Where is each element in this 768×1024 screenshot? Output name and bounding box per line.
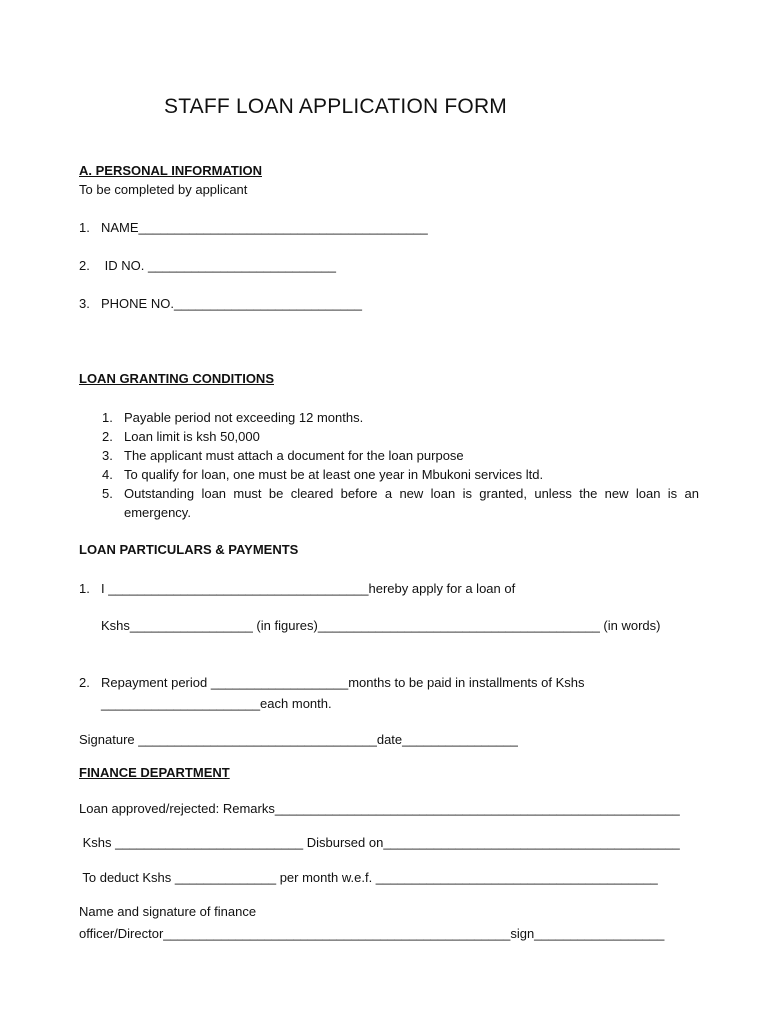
finance-heading: FINANCE DEPARTMENT — [79, 765, 230, 780]
remarks-field[interactable]: Loan approved/rejected: Remarks________________________________________________________ — [79, 801, 680, 816]
condition-item: Loan limit is ksh 50,000 — [124, 429, 260, 444]
condition-number: 1. — [102, 410, 113, 425]
name-field[interactable]: NAME________________________________________ — [101, 220, 428, 235]
particulars-item-number: 1. — [79, 581, 90, 596]
disbursed-field[interactable]: Kshs __________________________ Disbursed on_________________________________________ — [79, 835, 680, 850]
id-field-number: 2. — [79, 258, 90, 273]
phone-number-field[interactable]: PHONE NO.__________________________ — [101, 296, 362, 311]
condition-item: To qualify for loan, one must be at least one year in Mbukoni services ltd. — [124, 467, 544, 482]
officer-label: Name and signature of finance — [79, 904, 257, 919]
officer-signature-field[interactable]: officer/Director________________________________________________sign__________________ — [79, 926, 665, 941]
applicant-name-field[interactable]: I ____________________________________hereby apply for a loan of — [101, 581, 516, 596]
installment-amount-field[interactable]: ______________________each month. — [101, 696, 332, 711]
loan-amount-field[interactable]: Kshs_________________ (in figures)_______________________________________ (in words) — [101, 618, 661, 633]
form-title: STAFF LOAN APPLICATION FORM — [164, 95, 507, 115]
condition-number: 5. — [102, 486, 113, 501]
condition-number: 2. — [102, 429, 113, 444]
particulars-item-number: 2. — [79, 675, 90, 690]
id-number-field[interactable]: ID NO. __________________________ — [101, 258, 336, 273]
condition-item: The applicant must attach a document for the loan purpose — [124, 448, 464, 463]
condition-number: 3. — [102, 448, 113, 463]
personal-info-note: To be completed by applicant — [79, 182, 248, 197]
phone-field-number: 3. — [79, 296, 90, 311]
particulars-heading: LOAN PARTICULARS & PAYMENTS — [79, 542, 299, 557]
personal-info-heading: A. PERSONAL INFORMATION — [79, 163, 262, 178]
condition-item: Outstanding loan must be cleared before a new loan is granted, unless the new loan is an — [124, 486, 699, 501]
condition-item-continuation: emergency. — [124, 505, 191, 520]
conditions-heading: LOAN GRANTING CONDITIONS — [79, 371, 274, 386]
condition-item: Payable period not exceeding 12 months. — [124, 410, 364, 425]
repayment-period-field[interactable]: Repayment period ___________________months to be paid in installments of Kshs — [101, 675, 585, 690]
signature-date-field[interactable]: Signature _________________________________date________________ — [79, 732, 518, 747]
form-title-container — [164, 93, 524, 115]
name-field-number: 1. — [79, 220, 90, 235]
condition-number: 4. — [102, 467, 113, 482]
deduction-field[interactable]: To deduct Kshs ______________ per month w.e.f. _______________________________________ — [79, 870, 658, 885]
